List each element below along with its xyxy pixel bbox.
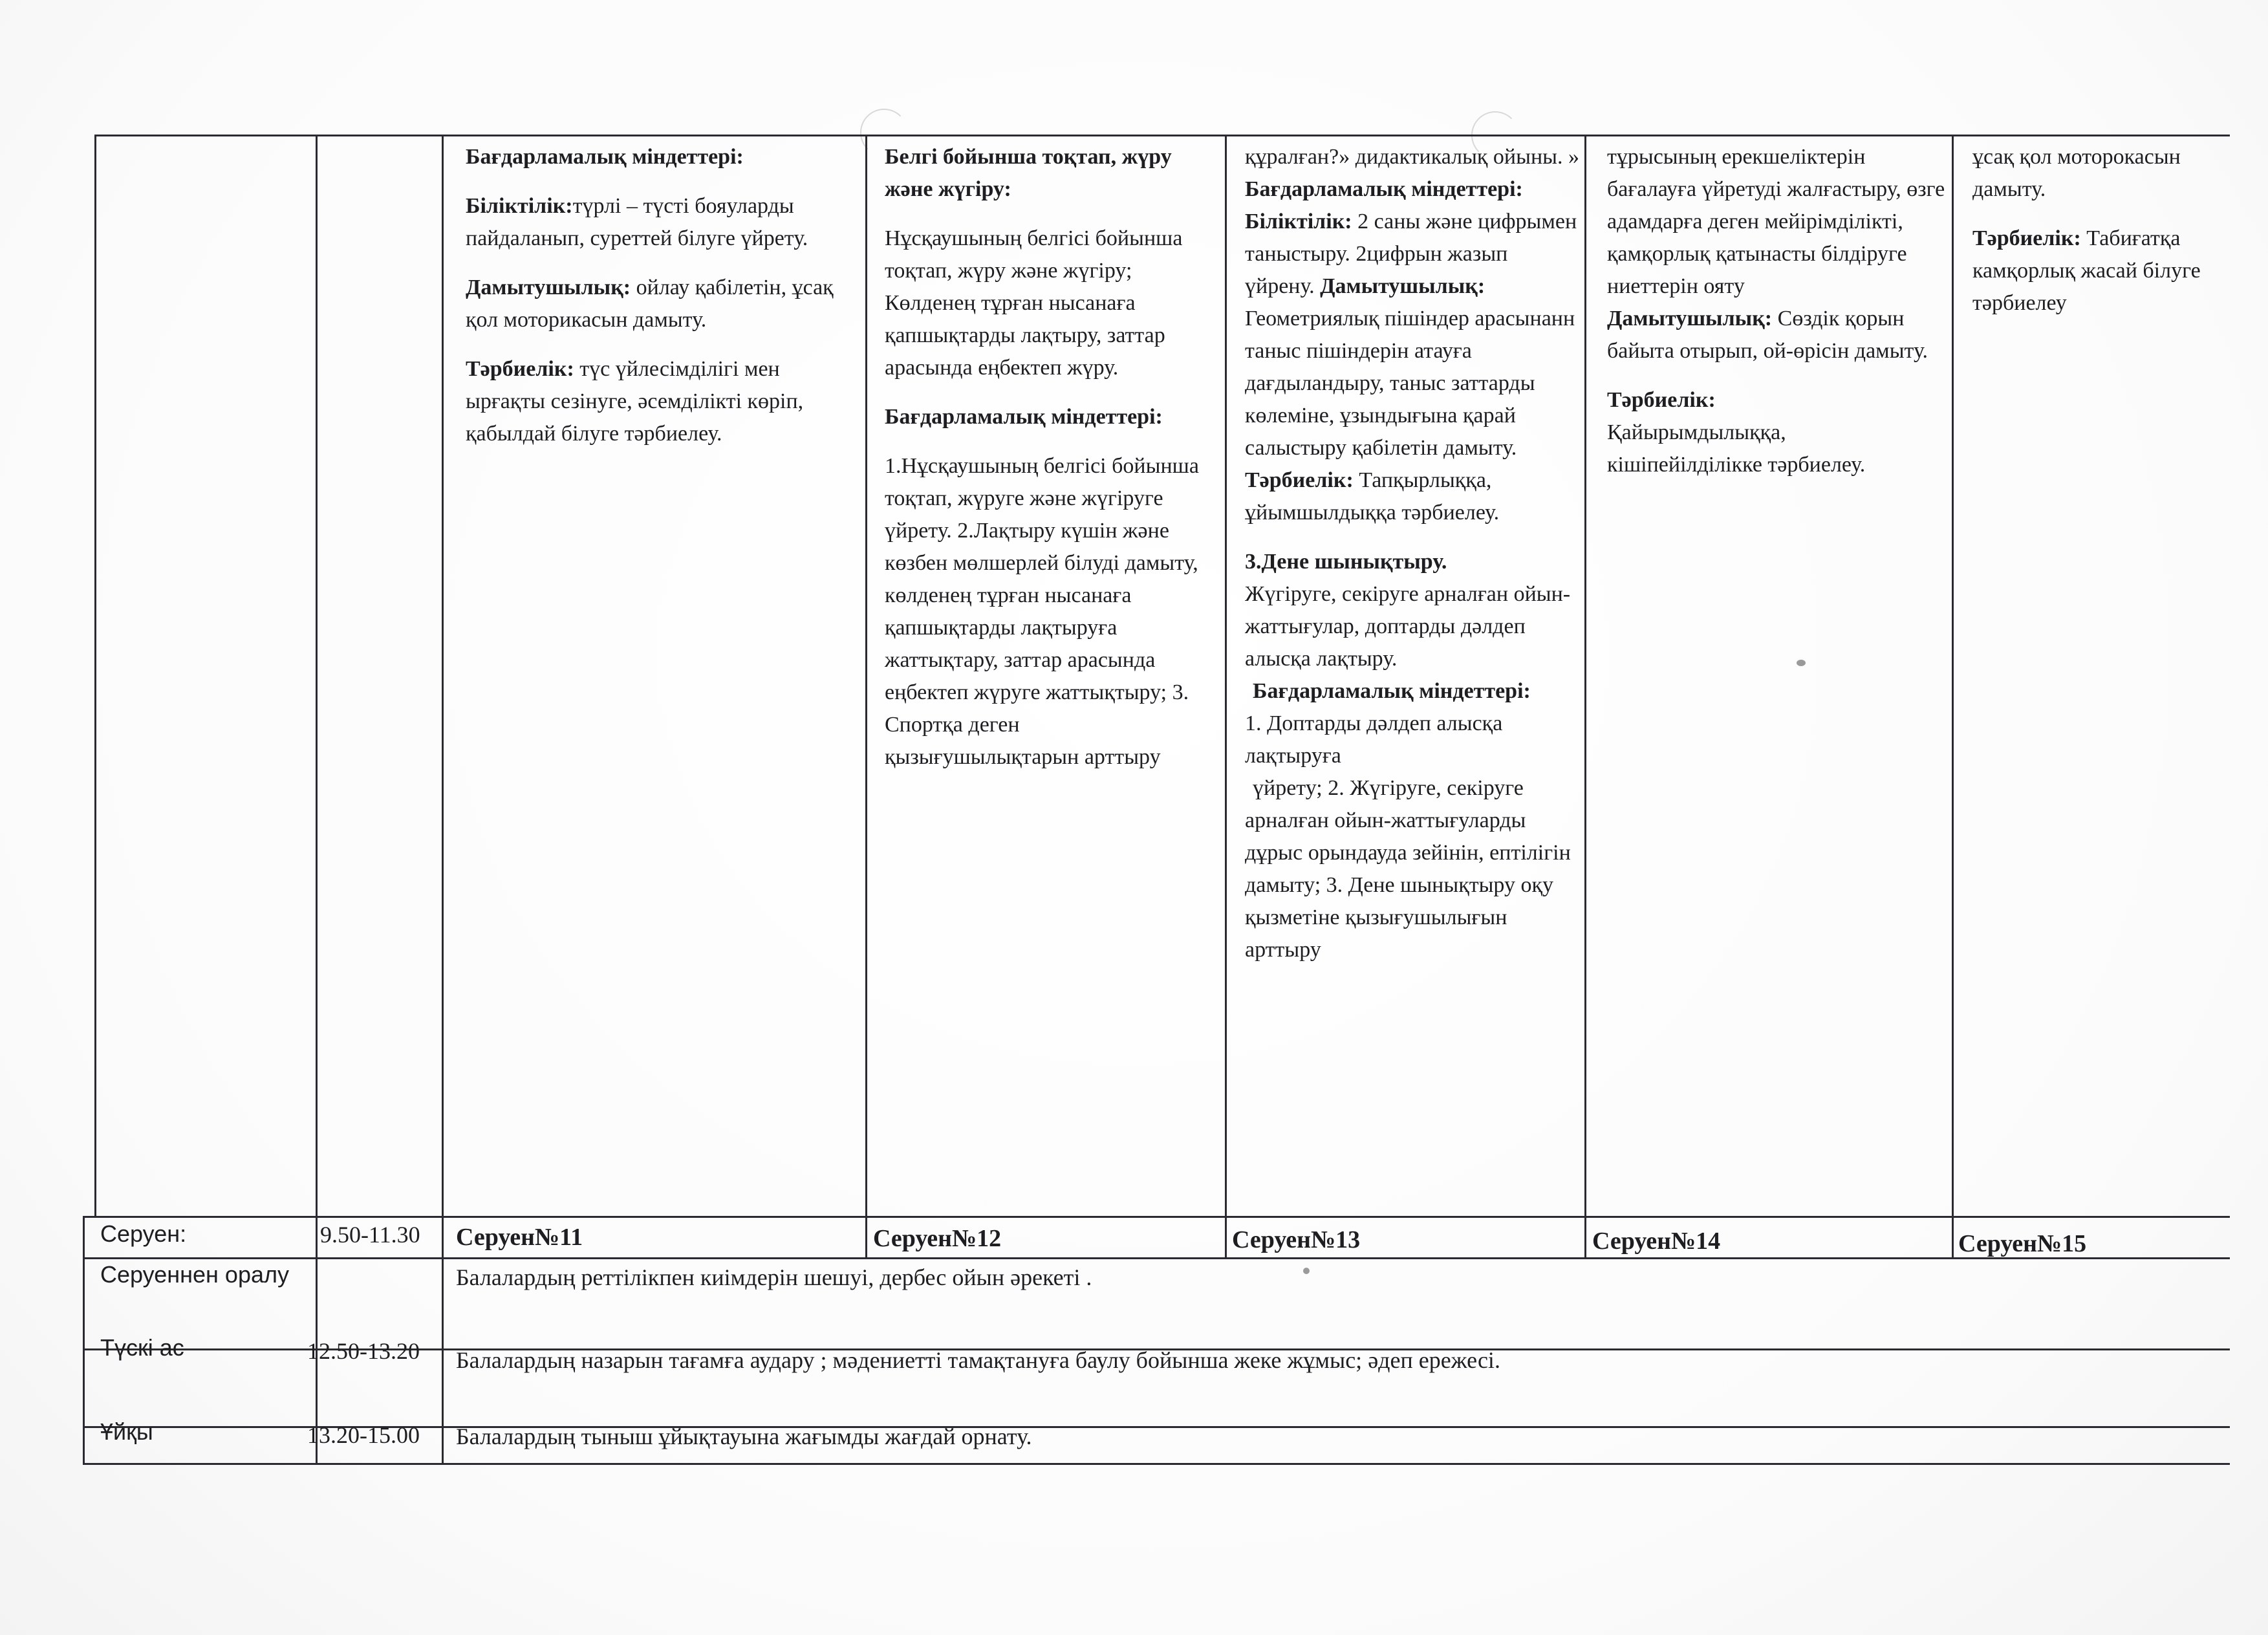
cell-heading: Бағдарламалық міндеттері: xyxy=(466,145,744,169)
skill-label: Біліктілік: xyxy=(466,194,573,218)
tasks-cell-col5 xyxy=(1245,141,1581,966)
table-border-top xyxy=(96,135,2230,136)
physical-education-heading: 3.Дене шынықтыру. xyxy=(1245,550,1447,574)
program-tasks-heading: Бағдарламалық міндеттері: xyxy=(1253,679,1531,703)
tasks-text-b: үйрету; 2. Жүгіруге, секіруге арналған ойын-жаттығуларды дұрыс орындауда зейінін, ептілігін дамыту; 3. Дене шынықтыру оқу қызметіне қызығушылығын арттыру xyxy=(1245,776,1571,962)
row-time-seruen: 9.50-11.30 xyxy=(320,1222,420,1248)
continuation-paragraph xyxy=(1607,141,1947,367)
column-divider xyxy=(865,135,867,1258)
table-border-bottom xyxy=(83,1463,2230,1465)
column-divider xyxy=(1584,135,1586,1258)
upbringing-text: Қайырымдылыққа, кішіпейілділікке тәрбиелеу. xyxy=(1607,420,1866,477)
row-text-return: Балалардың реттілікпен киімдерін шешуі, дербес ойын әрекеті . xyxy=(456,1264,1092,1290)
upbringing-label: Тәрбиелік: xyxy=(1972,226,2081,250)
row-divider xyxy=(83,1257,2230,1259)
development-text: ойлау қабілетін, ұсақ қол моторикасын дамыту. xyxy=(466,276,834,332)
upbringing-text: Табиғатқа камқорлық жасай білуге тәрбиелеу xyxy=(1972,226,2201,315)
seruen-item: Серуен№12 xyxy=(873,1225,1002,1252)
row-divider xyxy=(83,1216,2230,1218)
row-text-lunch: Балалардың назарын тағамға аудару ; мәдениетті тамақтануға баулу бойынша жеке жұмыс; әдеп ережесі. xyxy=(456,1347,1500,1373)
row-time-sleep: 13.20-15.00 xyxy=(307,1422,420,1448)
column-divider xyxy=(316,135,318,1465)
development-text: Геометриялық пішіндер арасынанн таныс пішіндерін атауға дағдыландыру, таныс заттарды көлеміне, ұзындығына қарай салыстыру қабілетін дамыту. xyxy=(1245,307,1575,460)
tasks-cell-col3 xyxy=(466,141,854,467)
activity-paragraph: Нұсқаушының белгісі бойынша тоқтап, жүру және жүгіру; Көлденең тұрған нысанаға қапшықтарды лақтыру, заттар арасында еңбектеп жүру. xyxy=(885,226,1183,380)
motor-skills-text: ұсақ қол моторокасын дамыту. xyxy=(1972,145,2181,201)
upbringing-paragraph xyxy=(466,353,854,450)
physical-education-text: Жүгіруге, секіруге арналған ойын-жаттығулар, доптарды дәлдеп алысқа лақтыру. xyxy=(1245,582,1571,671)
row-label-lunch: Түскі ас xyxy=(100,1334,184,1361)
row-label-return: Серуеннен оралу xyxy=(100,1261,289,1288)
development-label: Дамытушылық: xyxy=(1320,274,1485,298)
row-label-sleep: Ұйқы xyxy=(100,1418,153,1445)
development-paragraph xyxy=(466,272,854,336)
didactic-text: құралған?» дидактикалық ойыны. » xyxy=(1245,145,1580,169)
column-divider xyxy=(442,135,444,1465)
column-divider xyxy=(1225,135,1227,1258)
row-text-sleep: Балалардың тыныш ұйықтауына жағымды жағдай орнату. xyxy=(456,1424,1032,1449)
tasks-cell-col6 xyxy=(1607,141,1947,481)
upbringing-label: Тәрбиелік: xyxy=(1245,468,1354,492)
tasks-cell-col4 xyxy=(885,141,1215,774)
skill-paragraph xyxy=(466,190,854,255)
program-tasks-heading: Бағдарламалық міндеттері: xyxy=(885,405,1163,429)
seruen-item: Серуен№11 xyxy=(456,1224,583,1251)
upbringing-text: Тапқырлыққа, ұйымшылдыққа тәрбиелеу. xyxy=(1245,468,1500,525)
development-label: Дамытушылық: xyxy=(466,276,631,299)
seruen-item: Серуен№15 xyxy=(1958,1230,2087,1257)
skill-text: 2 саны және цифрымен таныстыру. 2цифрын жазып үйрену. xyxy=(1245,210,1577,298)
development-label: Дамытушылық: xyxy=(1607,307,1773,330)
seruen-item: Серуен№13 xyxy=(1232,1226,1361,1253)
column-divider xyxy=(1952,135,1954,1258)
upbringing-label: Тәрбиелік: xyxy=(466,357,574,381)
column-divider xyxy=(83,1216,85,1465)
row-label-seruen: Серуен: xyxy=(100,1220,187,1247)
continuation-text: тұрысының ерекшеліктерін бағалауға үйретуді жалғастыру, өзге адамдарға деген мейірімділікті, қамқорлық қатынасты білдіруге ниеттерін ояту xyxy=(1607,145,1945,298)
tasks-cell-col7 xyxy=(1972,141,2231,319)
seruen-item: Серуен№14 xyxy=(1592,1228,1721,1255)
upbringing-label: Тәрбиелік: xyxy=(1607,388,1716,412)
column-divider xyxy=(94,135,96,1217)
didactic-paragraph xyxy=(1245,141,1581,529)
upbringing-paragraph xyxy=(1972,222,2231,319)
skill-text: түрлі – түсті бояуларды пайдаланып, суреттей білуге үйрету. xyxy=(466,194,808,250)
tasks-paragraph: 1.Нұсқаушының белгісі бойынша тоқтап, жүруге және жүгіруге үйрету. 2.Лақтыру күшін және көзбен мөлшерлей білуді дамыту, көлденең тұрған нысанаға қапшықтарды лақтыруға жаттықтару, заттар арасында еңбектеп жүруге жаттықтыру; 3. Спортқа деген қызығушылықтарын арттыру xyxy=(885,454,1199,769)
program-tasks-label: Бағдарламалық міндеттері: xyxy=(1245,177,1523,201)
cell-heading: Белгі бойынша тоқтап, жүру және жүгіру: xyxy=(885,145,1172,201)
upbringing-text: түс үйлесімділігі мен ырғақты сезінуге, әсемділікті көріп, қабылдай білуге тәрбиелеу. xyxy=(466,357,804,446)
skill-label: Біліктілік: xyxy=(1245,210,1352,233)
development-text: Сөздік қорын байыта отырып, ой-өрісін дамыту. xyxy=(1607,307,1928,363)
tasks-text-a: 1. Доптарды дәлдеп алысқа лақтыруға xyxy=(1245,711,1503,768)
row-time-lunch: 12.50-13.20 xyxy=(307,1338,420,1364)
